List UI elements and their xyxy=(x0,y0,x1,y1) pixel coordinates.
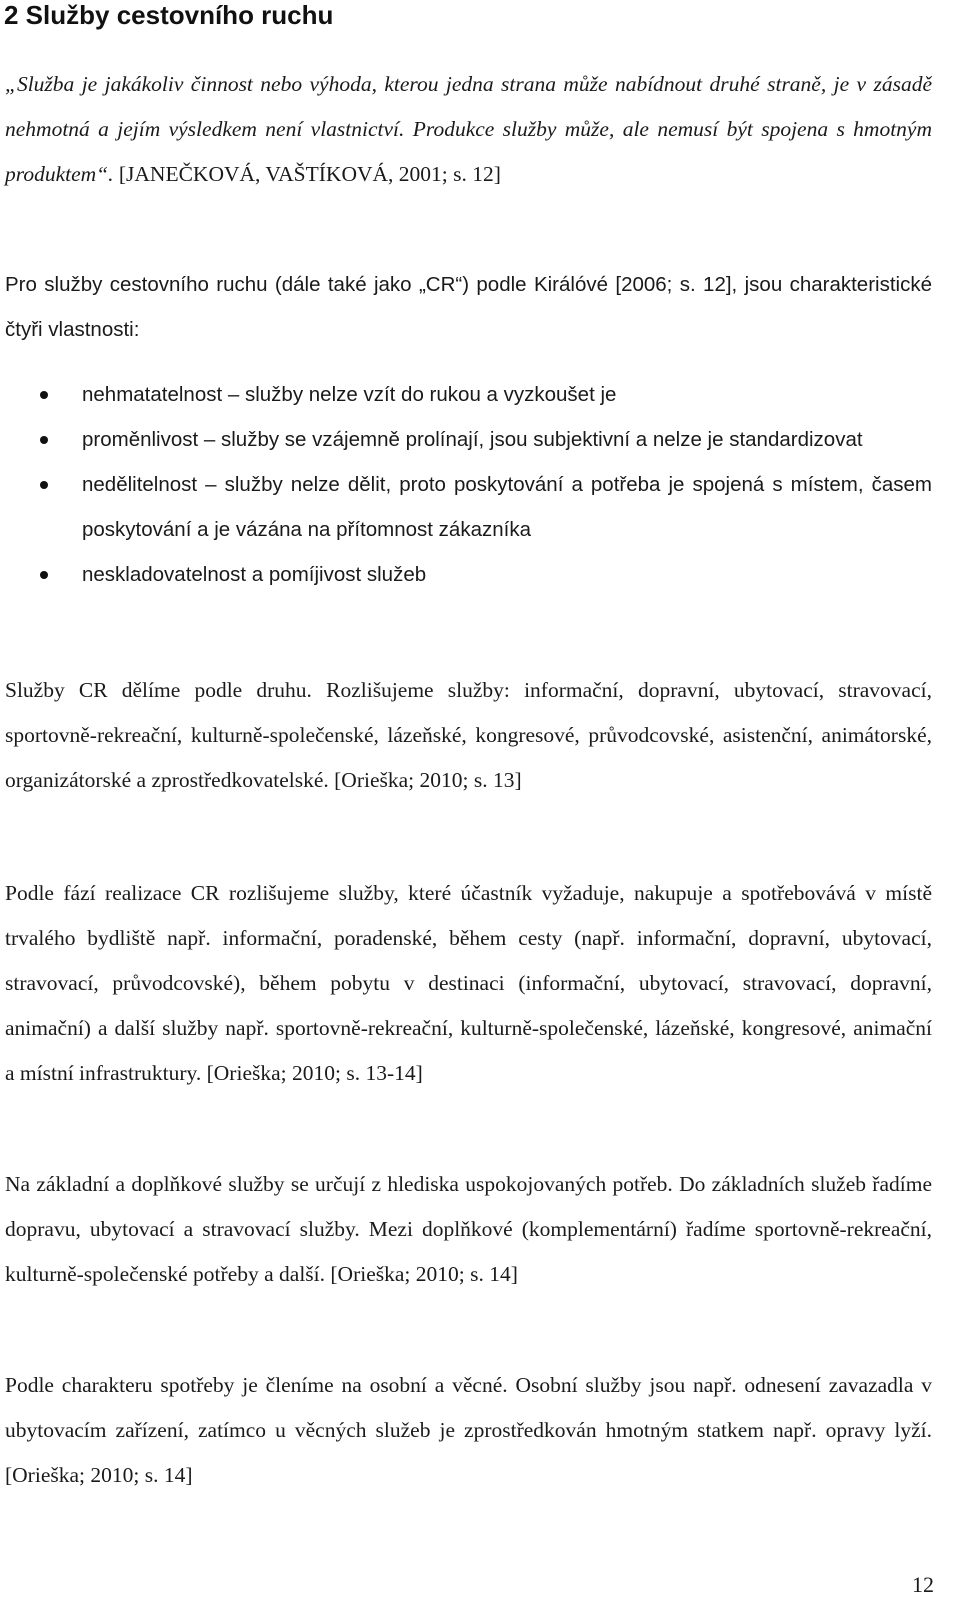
list-item-text: nedělitelnost – služby nelze dělit, proto poskytování a potřeba je spojená s místem, časem poskytování a je vázána na přítomnost zákazníka xyxy=(82,473,932,541)
list-item-text: nehmatatelnost – služby nelze vzít do rukou a vyzkoušet je xyxy=(82,383,617,406)
bullet-icon xyxy=(40,571,48,579)
body-paragraph: Na základní a doplňkové služby se určují z hlediska uspokojovaných potřeb. Do základních služeb řadíme dopravu, ubytovací a stravovací služby. Mezi doplňkové (komplementární) řadíme sportovně-rekreační, kulturně-společenské potřeby a další. [Orieška; 2010; s. 14] xyxy=(5,1172,932,1286)
bullet-icon xyxy=(40,481,48,489)
bullet-icon xyxy=(40,436,48,444)
list-item xyxy=(0,372,932,417)
body-paragraph: Podle fází realizace CR rozlišujeme služby, které účastník vyžaduje, nakupuje a spotřebovává v místě trvalého bydliště např. informační, poradenské, během cesty (např. informační, dopravní, ubytovací, stravovací, průvodcovské), během pobytu v destinaci (informační, ubytovací, stravovací, dopravní, animační) a další služby např. sportovně-rekreační, kulturně-společenské, lázeňské, kongresové, animační a místní infrastruktury. [Orieška; 2010; s. 13-14] xyxy=(5,881,932,1085)
list-item-text: neskladovatelnost a pomíjivost služeb xyxy=(82,563,427,586)
page-number: 12 xyxy=(912,1572,934,1597)
quote-text: „Služba je jakákoliv činnost nebo výhoda, kterou jedna strana může nabídnout druhé straně, je v zásadě nehmotná a jejím výsledkem není vlastnictví. Produkce služby může, ale nemusí být spojena s hmotným produktem“. xyxy=(5,72,932,186)
list-item xyxy=(0,552,932,597)
bullet-icon xyxy=(40,391,48,399)
quote-citation: [JANEČKOVÁ, VAŠTÍKOVÁ, 2001; s. 12] xyxy=(118,162,501,186)
body-paragraph: Služby CR dělíme podle druhu. Rozlišujeme služby: informační, dopravní, ubytovací, stravovací, sportovně-rekreační, kulturně-společenské, lázeňské, kongresové, průvodcovské, asistenční, animátorské, organizátorské a zprostředkovatelské. [Orieška; 2010; s. 13] xyxy=(5,678,932,792)
intro-paragraph: Pro služby cestovního ruchu (dále také jako „CR“) podle Királóvé [2006; s. 12], jsou charakteristické čtyři vlastnosti: xyxy=(5,273,932,341)
section-heading: 2 Služby cestovního ruchu xyxy=(4,0,334,30)
body-paragraph: Podle charakteru spotřeby je členíme na osobní a věcné. Osobní služby jsou např. odnesení zavazadla v ubytovacím zařízení, zatímco u věcných služeb je zprostředkován hmotným statkem např. opravy lyží. [Orieška; 2010; s. 14] xyxy=(5,1373,932,1487)
properties-list xyxy=(0,372,932,597)
list-item-text: proměnlivost – služby se vzájemně prolínají, jsou subjektivní a nelze je standardizovat xyxy=(82,428,863,451)
quote-paragraph xyxy=(5,62,932,197)
list-item xyxy=(0,417,932,462)
list-item xyxy=(0,462,932,552)
